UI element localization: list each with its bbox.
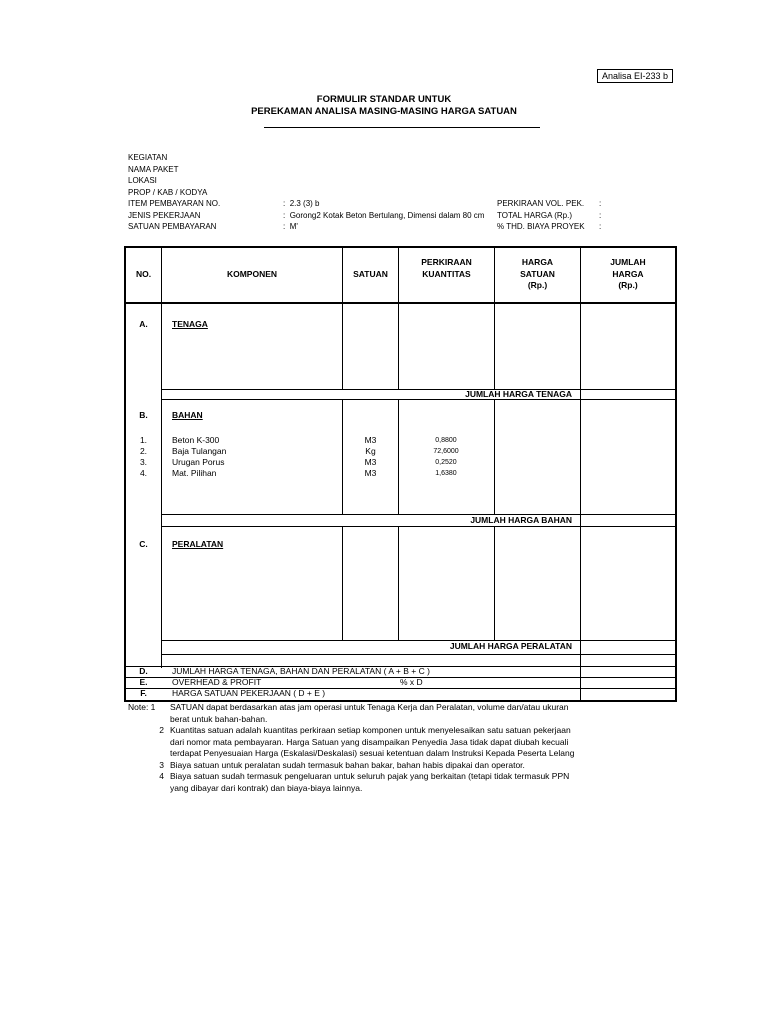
bahan-row-qty: 0,2520 <box>435 459 457 466</box>
notes-label: Note: 1 <box>128 702 156 712</box>
info-label-kegiatan: KEGIATAN <box>128 153 168 162</box>
row-e-text: OVERHEAD & PROFIT <box>172 677 262 687</box>
header-line: JUMLAH <box>610 257 646 267</box>
note-item <box>128 725 588 760</box>
header-harga-satuan <box>495 257 580 292</box>
col-divider <box>342 526 343 640</box>
info-value-jenis-pekerjaan: Gorong2 Kotak Beton Bertulang, Dimensi dalam 80 cm <box>289 210 485 220</box>
col-divider <box>494 400 495 514</box>
note-line: berat untuk bahan-bahan. <box>170 713 268 724</box>
note-text <box>170 702 569 725</box>
row-e-code: E. <box>139 677 148 687</box>
info-label-biaya-proyek: % THD. BIAYA PROYEK <box>497 222 585 231</box>
info-label-item-pembayaran: ITEM PEMBAYARAN NO. <box>128 199 221 208</box>
row-e-extra: % x D <box>400 677 423 687</box>
bahan-row-name: Beton K-300 <box>172 435 220 445</box>
bahan-row-no: 1. <box>139 435 148 445</box>
section-b-title: BAHAN <box>172 410 203 420</box>
row-divider <box>126 302 675 304</box>
row-f-text: HARGA SATUAN PEKERJAAN ( D + E ) <box>172 688 326 698</box>
row-d-text: JUMLAH HARGA TENAGA, BAHAN DAN PERALATAN ( A + B + C ) <box>172 666 430 676</box>
info-label-jenis-pekerjaan: JENIS PEKERJAAN <box>128 210 201 220</box>
form-title-line1: FORMULIR STANDAR UNTUK <box>316 94 452 105</box>
bahan-row-no: 3. <box>139 457 148 467</box>
section-a-title: TENAGA <box>172 319 208 329</box>
header-line: HARGA <box>521 257 554 267</box>
bahan-row-name: Urugan Porus <box>172 457 225 467</box>
info-left-values <box>283 198 484 233</box>
header-line: SATUAN <box>520 268 555 279</box>
info-label-perkiraan-vol: PERKIRAAN VOL. PEK. <box>497 199 585 208</box>
notes-section <box>128 702 588 794</box>
row-f-code: F. <box>140 688 147 698</box>
info-sep: : <box>283 199 286 208</box>
note-text <box>170 725 574 760</box>
bahan-row-unit: M3 <box>364 468 377 478</box>
header-perkiraan-kuantitas <box>399 257 494 280</box>
bahan-row-unit: Kg <box>365 446 376 456</box>
row-divider <box>161 399 675 400</box>
note-line: Kuantitas satuan adalah kuantitas perkiraan setiap komponen untuk menyelesaikan satu satuan pekerjaan <box>170 725 571 735</box>
row-d-code: D. <box>139 666 148 676</box>
bahan-row-name: Baja Tulangan <box>172 446 227 456</box>
header-line: (Rp.) <box>527 280 548 290</box>
header-komponen: KOMPONEN <box>226 269 278 279</box>
header-satuan: SATUAN <box>353 269 388 279</box>
info-label-lokasi: LOKASI <box>128 176 157 185</box>
header-no: NO. <box>135 269 152 279</box>
bahan-row-no: 4. <box>139 468 148 478</box>
col-divider <box>398 526 399 640</box>
row-divider <box>161 526 675 527</box>
info-right-seps <box>599 198 601 233</box>
header-line: (Rp.) <box>618 280 638 290</box>
form-title-line2: PEREKAMAN ANALISA MASING-MASING HARGA SATUAN <box>251 106 517 117</box>
section-a-code: A. <box>139 319 148 329</box>
note-item <box>128 760 588 772</box>
info-sep: : <box>599 222 602 231</box>
note-line: Biaya satuan sudah termasuk pengeluaran untuk seluruh pajak yang berkaitan (tetapi tidak termasuk PPN <box>170 771 570 781</box>
note-line: yang dibayar dari kontrak) dan biaya-biaya lainnya. <box>170 782 363 793</box>
row-divider <box>161 654 675 655</box>
info-label-nama-paket: NAMA PAKET <box>128 164 179 174</box>
bahan-row-name: Mat. Pilihan <box>172 468 217 478</box>
note-line: dari nomor mata pembayaran. Harga Satuan yang disampaikan Penyedia Jasa tidak dapat diubah kecuali <box>170 736 569 747</box>
bahan-row-qty: 1,6380 <box>435 470 457 477</box>
note-text <box>170 760 525 772</box>
col-divider <box>161 248 162 668</box>
info-right-labels <box>497 198 585 233</box>
bahan-row-unit: M3 <box>364 457 377 467</box>
bahan-row-qty: 0,8800 <box>435 437 457 444</box>
info-sep: : <box>283 222 286 231</box>
bahan-row-unit: M3 <box>364 435 377 445</box>
section-c-total: JUMLAH HARGA PERALATAN <box>449 641 572 651</box>
info-label-satuan-pembayaran: SATUAN PEMBAYARAN <box>128 222 217 231</box>
info-label-total-harga: TOTAL HARGA (Rp.) <box>497 210 572 220</box>
bahan-row-qty: 72,6000 <box>433 448 459 455</box>
col-divider <box>398 400 399 514</box>
header-line: KUANTITAS <box>422 268 471 279</box>
info-sep: : <box>599 210 602 220</box>
header-line: HARGA <box>612 268 644 279</box>
bahan-row-no: 2. <box>139 446 148 456</box>
note-line: SATUAN dapat berdasarkan atas jam operasi untuk Tenaga Kerja dan Peralatan, volume dan/atau ukuran <box>170 702 569 712</box>
info-sep: : <box>599 199 602 208</box>
section-b-code: B. <box>139 410 148 420</box>
note-item <box>128 702 588 725</box>
analysis-table <box>124 246 677 702</box>
info-label-prop: PROP / KAB / KODYA <box>128 187 208 197</box>
header-line: PERKIRAAN <box>421 257 472 267</box>
section-a-total: JUMLAH HARGA TENAGA <box>465 389 572 399</box>
note-number: 2 <box>159 725 164 735</box>
section-b-total: JUMLAH HARGA BAHAN <box>470 515 572 525</box>
col-divider <box>494 526 495 640</box>
header-jumlah-harga <box>581 257 675 292</box>
note-number: 4 <box>159 771 164 781</box>
info-sep: : <box>283 210 286 220</box>
note-line: terdapat Penyesuaian Harga (Eskalasi/Deskalasi) sesuai ketentuan dalam Instruksi Kepada Peserta Lelang <box>170 748 575 758</box>
note-number: 3 <box>159 759 164 770</box>
note-text <box>170 771 569 794</box>
note-line: Biaya satuan untuk peralatan sudah termasuk bahan bakar, bahan habis dipakai dan operator. <box>170 759 525 770</box>
title-underline <box>264 127 540 128</box>
section-c-code: C. <box>139 539 148 549</box>
note-item <box>128 771 588 794</box>
info-value-item-pembayaran: 2.3 (3) b <box>289 199 320 208</box>
document-code: Analisa EI-233 b <box>597 69 673 83</box>
section-c-title: PERALATAN <box>172 539 224 549</box>
info-left-labels <box>128 152 220 233</box>
info-value-satuan-pembayaran: M' <box>289 222 298 231</box>
col-divider <box>580 248 581 700</box>
